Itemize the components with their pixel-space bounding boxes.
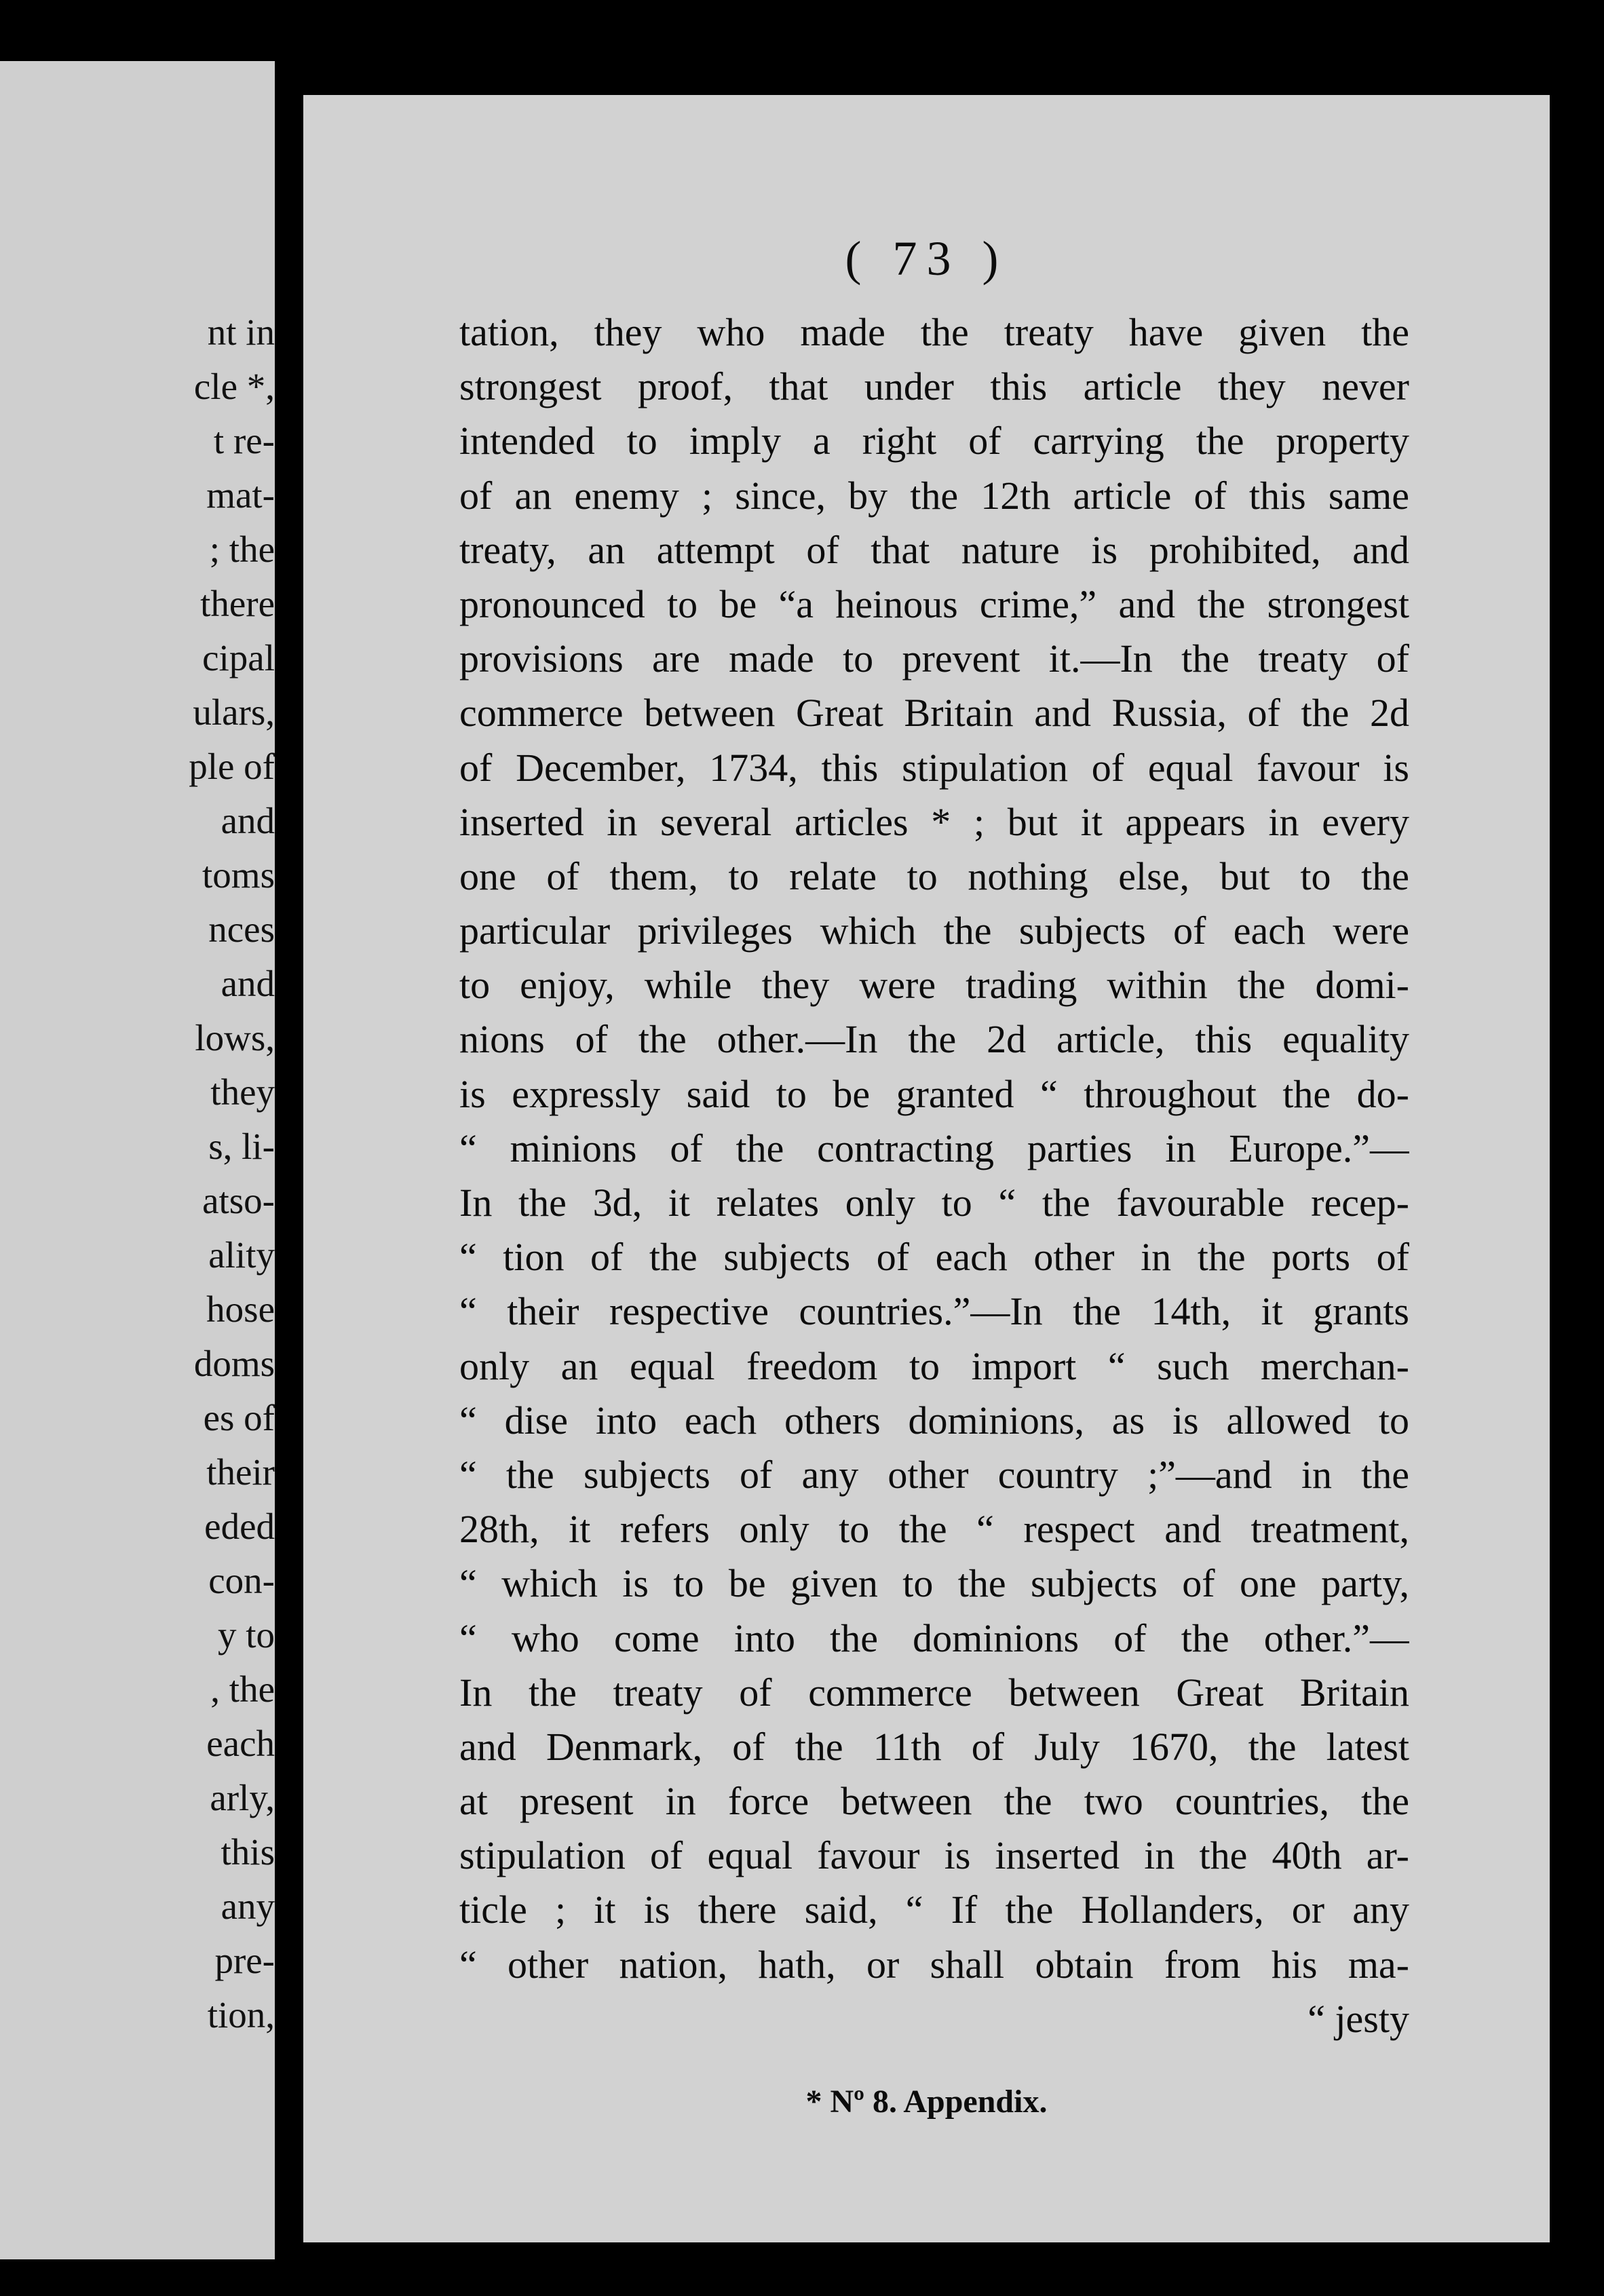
text-line: one of them, to relate to nothing else, but to the (459, 854, 1409, 898)
text-line: tation, they who made the treaty have given the (459, 310, 1409, 354)
text-line: to enjoy, while they were trading within the domi- (459, 963, 1409, 1008)
text-line: In the treaty of commerce between Great Britain (459, 1670, 1409, 1715)
text-line: stipulation of equal favour is inserted in the 40th ar- (459, 1833, 1409, 1878)
left-page-line: eded (204, 1506, 275, 1547)
left-page-line: doms (193, 1343, 275, 1384)
left-page-line: es of (203, 1397, 275, 1438)
left-page-line: their (206, 1451, 275, 1493)
text-line: particular privileges which the subjects of each were (459, 908, 1409, 953)
text-line: provisions are made to prevent it.—In the treaty of (459, 636, 1409, 681)
text-line: ticle ; it is there said, “ If the Hollanders, or any (459, 1888, 1409, 1932)
left-page-text (31, 305, 275, 2042)
left-page-line: tion, (207, 1994, 275, 2035)
left-page-line: toms (202, 854, 275, 896)
text-line: 28th, it refers only to the “ respect and treatment, (459, 1507, 1409, 1552)
text-line: inserted in several articles * ; but it appears in every (459, 799, 1409, 844)
left-page-line: cle *, (193, 366, 275, 407)
left-page-line: there (200, 583, 275, 624)
text-line: is expressly said to be granted “ throughout the do- (459, 1071, 1409, 1116)
left-page-line: pre- (214, 1940, 275, 1981)
left-page-line: ulars, (193, 691, 275, 733)
text-line: intended to imply a right of carrying the property (459, 419, 1409, 463)
left-page-line: y to (217, 1614, 275, 1656)
left-page-line: t re- (213, 420, 275, 461)
text-line: “ dise into each others dominions, as is allowed to (459, 1398, 1409, 1442)
text-line: “ their respective countries.”—In the 14th, it grants (459, 1289, 1409, 1334)
page-body-text (459, 305, 1409, 2046)
left-page-line: atso- (202, 1180, 275, 1221)
left-page-line: arly, (210, 1777, 275, 1818)
left-page-line: s, li- (208, 1126, 275, 1167)
text-line: strongest proof, that under this article they never (459, 364, 1409, 409)
page-number: ( 73 ) (845, 231, 1008, 286)
text-line: commerce between Great Britain and Russia, of the 2d (459, 691, 1409, 735)
text-line: “ tion of the subjects of each other in the ports of (459, 1235, 1409, 1280)
text-line: “ jesty (1307, 1996, 1409, 2041)
left-page-line: , the (210, 1668, 275, 1710)
footnote: * Nº 8. Appendix. (805, 2084, 1048, 2120)
text-line: of an enemy ; since, by the 12th article of this same (459, 473, 1409, 518)
left-page-line: each (206, 1723, 275, 1764)
left-page-line: ality (208, 1234, 275, 1276)
text-line: treaty, an attempt of that nature is prohibited, and (459, 527, 1409, 572)
left-page-line: hose (206, 1288, 275, 1330)
left-page-line: cipal (202, 637, 275, 678)
text-line: “ minions of the contracting parties in Europe.”— (459, 1126, 1409, 1170)
text-line: of December, 1734, this stipulation of equal favour is (459, 745, 1409, 790)
text-line: “ other nation, hath, or shall obtain from his ma- (459, 1942, 1409, 1987)
text-line: “ which is to be given to the subjects of one party, (459, 1561, 1409, 1606)
left-page-line: this (221, 1831, 275, 1873)
right-page (303, 95, 1550, 2242)
text-line: “ the subjects of any other country ;”—and in the (459, 1452, 1409, 1497)
left-page-line: con- (208, 1560, 275, 1601)
text-line: “ who come into the dominions of the other.”— (459, 1615, 1409, 1660)
left-page-line: nt in (207, 311, 275, 353)
left-page-line: nces (208, 908, 275, 950)
text-line: and Denmark, of the 11th of July 1670, the latest (459, 1724, 1409, 1769)
left-page-line: ple of (189, 746, 275, 787)
text-line: nions of the other.—In the 2d article, this equality (459, 1017, 1409, 1062)
left-page-line: they (210, 1071, 275, 1113)
left-page-line: and (221, 963, 275, 1004)
text-line: In the 3d, it relates only to “ the favourable recep- (459, 1181, 1409, 1225)
text-line: pronounced to be “a heinous crime,” and the strongest (459, 581, 1409, 626)
book-gutter (275, 0, 303, 2296)
left-page-line: ; the (209, 529, 275, 570)
left-page-line: lows, (195, 1017, 275, 1058)
left-page (0, 61, 275, 2259)
left-page-line: any (221, 1886, 275, 1927)
text-line: only an equal freedom to import “ such merchan- (459, 1343, 1409, 1388)
left-page-line: mat- (206, 474, 275, 516)
text-line: at present in force between the two countries, the (459, 1779, 1409, 1824)
left-page-line: and (221, 800, 275, 841)
